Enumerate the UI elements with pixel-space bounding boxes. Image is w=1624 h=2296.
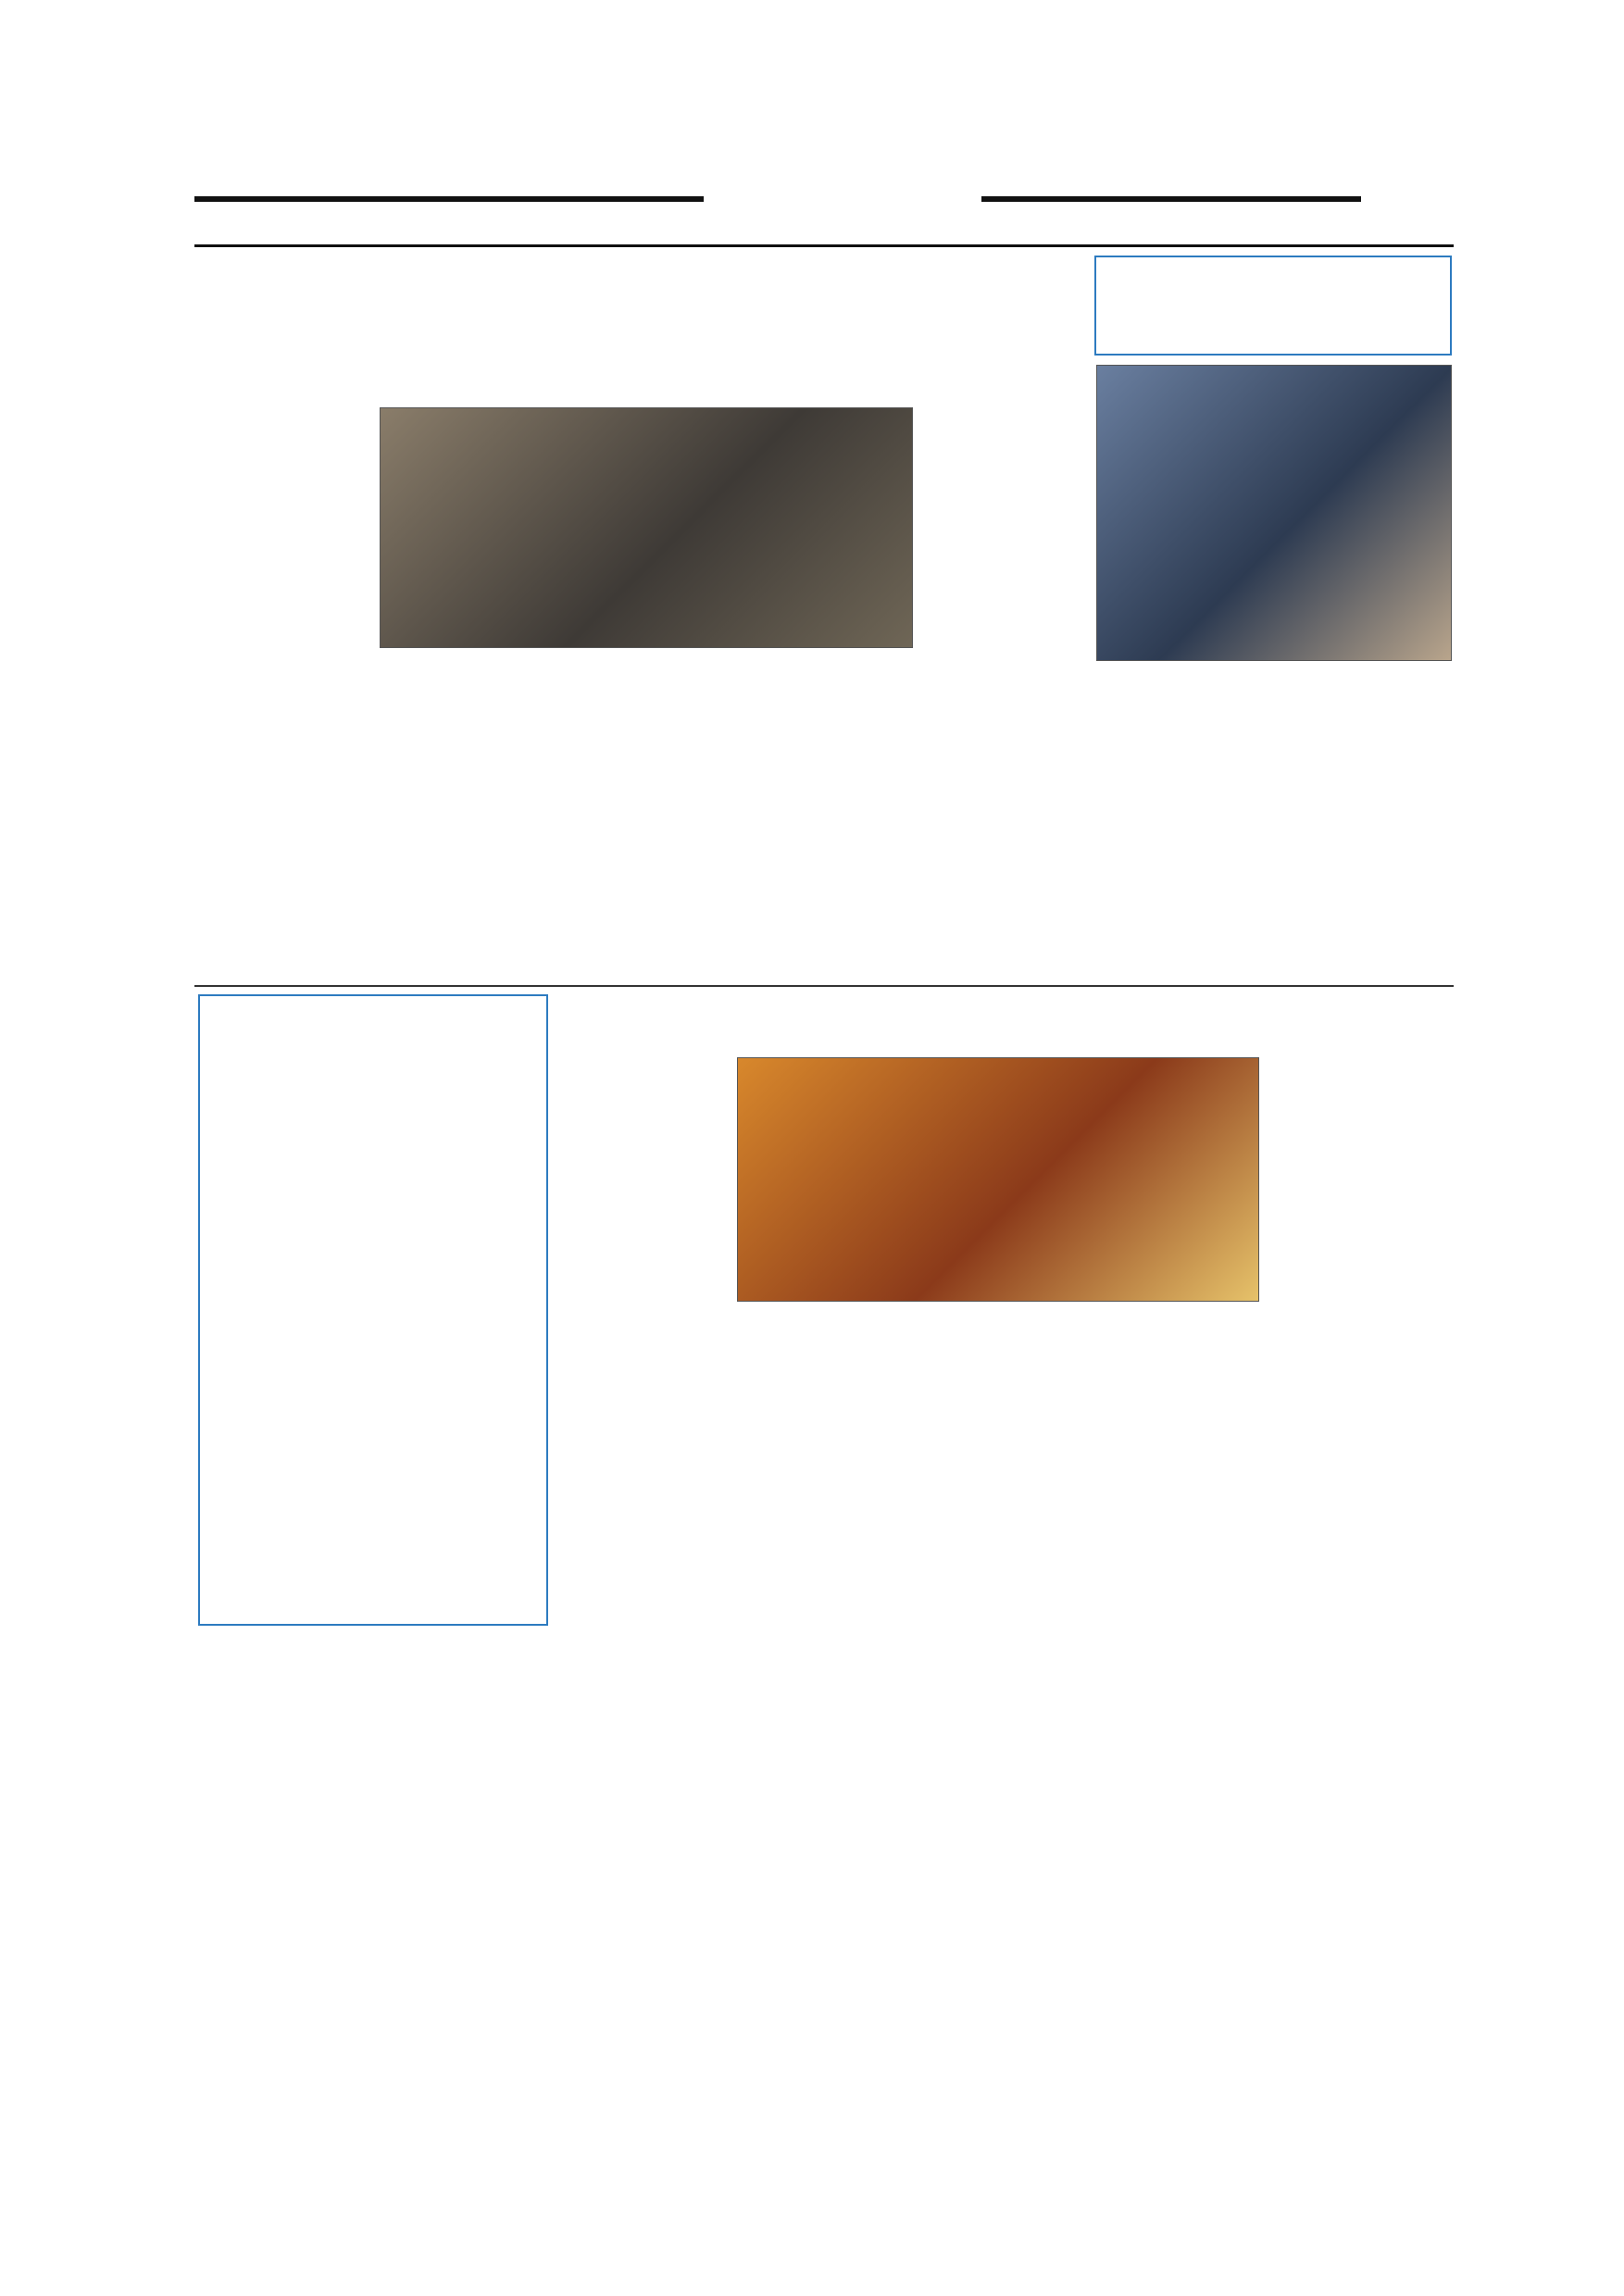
section-divider-1 [194,985,1454,987]
unity-headline-box [1094,256,1452,356]
ksrtc-col-2 [380,659,544,978]
youth-body [209,1041,535,1615]
ksrtc-col-4 [731,659,909,978]
shravanabelagola-photo [737,1057,1259,1302]
shravanabelagola-headline [556,994,1450,1044]
shravanabelagola-col-3 [1000,1350,1257,1416]
shravanabelagola-caption [737,1305,1257,1342]
unity-photo [1096,365,1452,661]
header-rule-left [194,196,704,202]
header-divider [194,244,1454,247]
unity-body [1096,668,1450,978]
ksrtc-col-3 [552,659,722,978]
shravanabelagola-col-1 [557,1057,730,1416]
header-rule-right [981,196,1361,202]
ksrtc-col-1 [198,406,372,978]
ksrtc-photo [380,407,913,648]
shravanabelagola-col-2 [737,1350,991,1416]
ksrtc-col-5 [920,406,1087,978]
